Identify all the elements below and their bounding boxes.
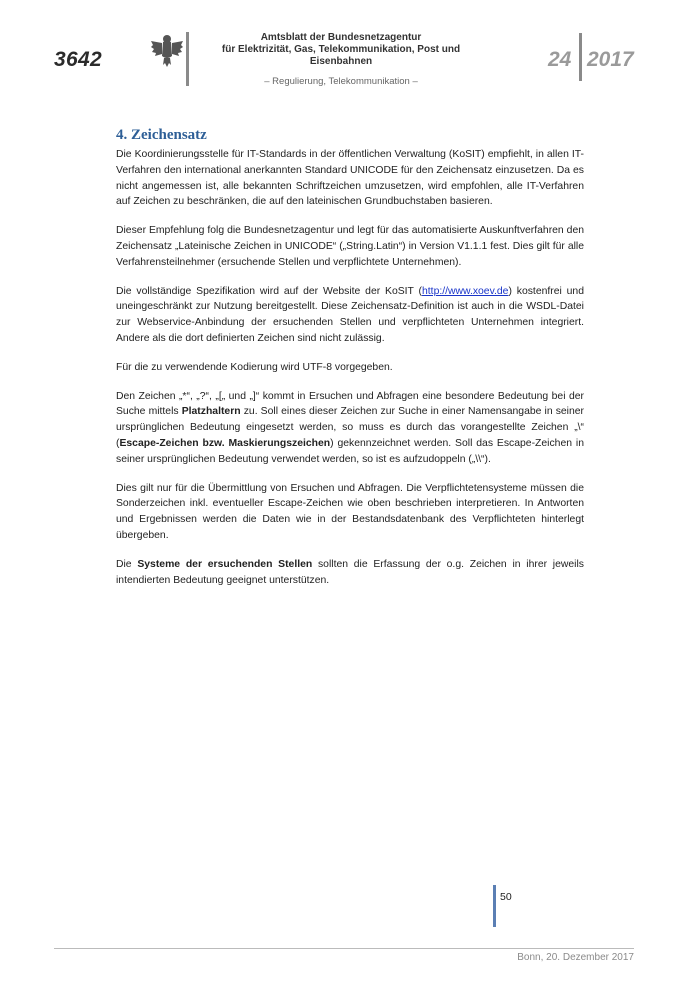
paragraph-5-text-e: ) gekennzeichnet werden. Soll das Escape-Zeichen in seiner ursprünglichen Bedeutung verwendet werden, so ist es aufzudoppeln („\\“).	[116, 437, 584, 465]
issue-number: 24	[548, 48, 572, 71]
kosit-website-link[interactable]: http://www.xoev.de	[422, 285, 509, 297]
paragraph-3-text-b: ) kostenfrei und uneingeschränkt zur Nutzung bereitgestellt. Diese Zeichensatz-Definition ist auch in die WSDL-Datei zur Webservice-Anbindung der ersuchenden Stellen und verpflichteten Unternehmen integriert. Andere als die dort definierten Zeichen sind nicht zulässig.	[116, 285, 584, 344]
paragraph-4: Für die zu verwendende Kodierung wird UTF-8 vorgegeben.	[116, 361, 393, 373]
main-content	[116, 127, 584, 601]
footer-divider	[54, 948, 634, 949]
gazette-header	[196, 32, 486, 87]
paragraph-2: Dieser Empfehlung folg die Bundesnetzagentur und legt für das automatisierte Auskunftverfahren den Zeichensatz „Lateinische Zeichen in UNICODE“ („String.Latin“) in Version V1.1.1 fest. Dies gilt für alle Verfahrensteilnehmer (ersuchende Stellen und verpflichtete Unternehmen).	[116, 225, 584, 268]
paragraph-5-text-a: Den Zeichen „*“, „?“, „[„ und „]“ kommt in Ersuchen und Abfragen eine besondere Bedeutung bei der Suche mittels	[116, 390, 584, 418]
footer-date: Bonn, 20. Dezember 2017	[517, 952, 634, 963]
document-page-number: 50	[500, 891, 512, 903]
section-heading: 4. Zeichensatz	[116, 127, 207, 143]
paragraph-7-text-c: sollten die Erfassung der o.g. Zeichen in ihrer jeweils intendierten Bedeutung geeignet unterstützen.	[116, 558, 584, 586]
header-divider	[186, 32, 189, 86]
gazette-title-sub: für Elektrizität, Gas, Telekommunikation, Post und Eisenbahnen	[221, 44, 461, 67]
issue-divider	[579, 33, 582, 81]
placeholder-term: Platzhaltern	[181, 406, 241, 418]
paragraph-1: Die Koordinierungsstelle für IT-Standards in der öffentlichen Verwaltung (KoSIT) empfiehlt, in allen IT-Verfahren den international anerkannten Standard UNICODE für den Zeichensatz einzusetzen. Da es nicht angemessen ist, alle bekannten Schriftzeichen umzusetzen, wird empfohlen, alle IT-Verfahren auf Zeichen zu beschränken, die auf den lateinischen Grundbuchstaben basieren.	[116, 149, 584, 208]
paragraph-6: Dies gilt nur für die Übermittlung von Ersuchen und Abfragen. Die Verpflichtetensysteme müssen die Sonderzeichen inkl. eventueller Escape-Zeichen wie oben beschrieben interpretieren. In Antworten und Ergebnissen werden die Daten wie in der Bestandsdatenbank des Verpflichteten hinterlegt übergeben.	[116, 482, 584, 541]
paragraph-3-text-a: Die vollständige Spezifikation wird auf der Website der KoSIT (	[116, 285, 423, 297]
paragraph-5-text-c: zu. Soll eines dieser Zeichen zur Suche in einer Namensangabe in seiner ursprünglichen Bedeutung eingesetzt werden, so muss es durch das vorangestellte Zeichen „\“ (	[116, 406, 584, 449]
issue-year: 2017	[587, 48, 634, 71]
paragraph-5	[116, 389, 584, 468]
paragraph-7-text-a: Die	[116, 558, 138, 570]
federal-eagle-icon	[150, 32, 184, 70]
gazette-page-number: 3642	[54, 48, 102, 71]
gazette-section-subtitle: – Regulierung, Telekommunikation –	[264, 76, 418, 87]
requesting-systems-term: Systeme der ersuchenden Stellen	[137, 558, 313, 570]
gazette-title: Amtsblatt der Bundesnetzagentur	[260, 32, 422, 43]
escape-character-term: Escape-Zeichen bzw. Maskierungszeichen	[119, 437, 331, 449]
paragraph-3	[116, 284, 584, 347]
footer-page-marker	[493, 885, 496, 927]
paragraph-7	[116, 557, 584, 589]
